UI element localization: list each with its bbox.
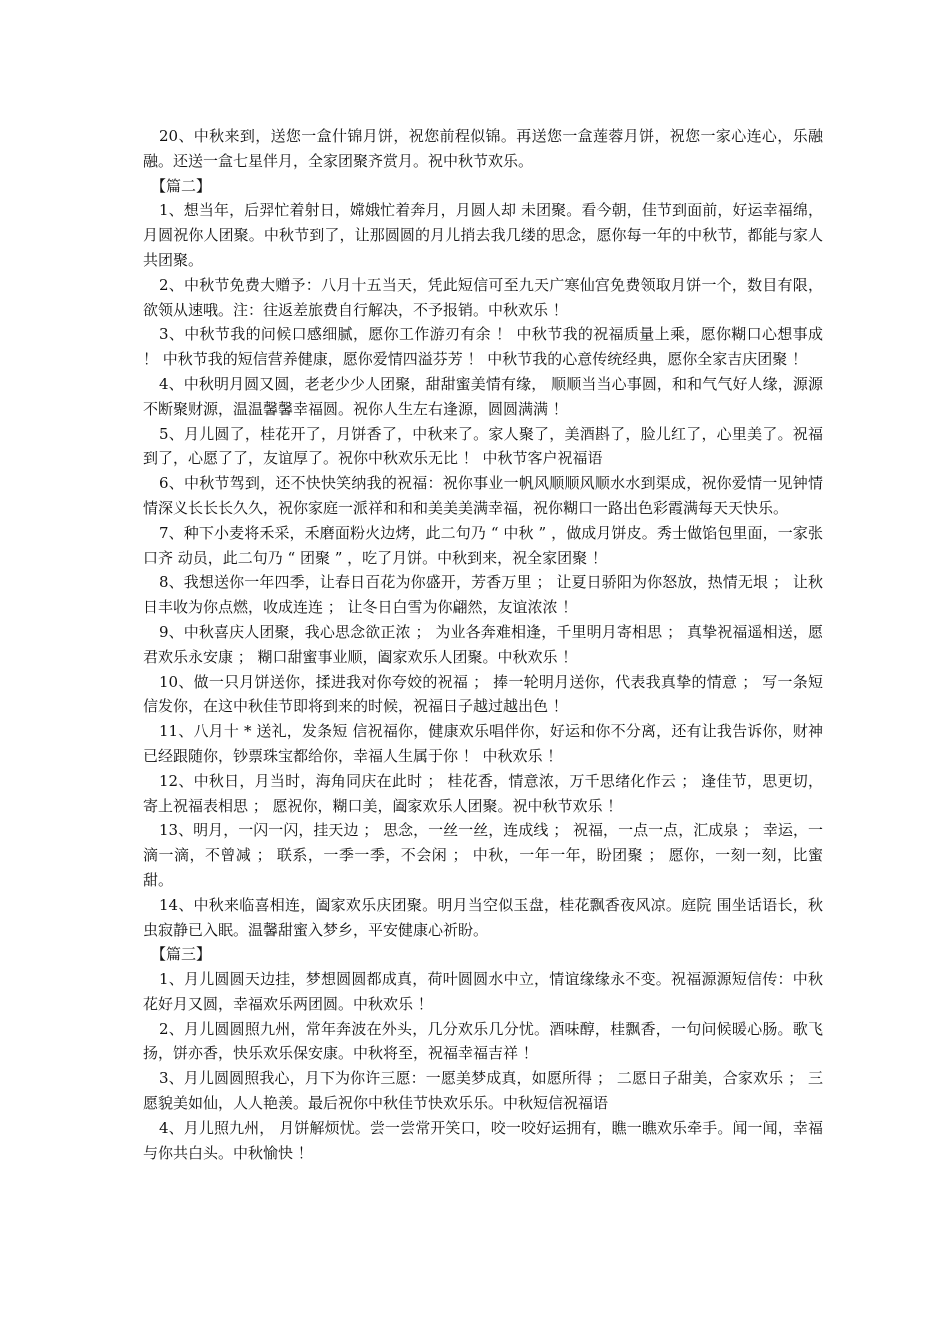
paragraph: 10、做一只月饼送你，揉进我对你夸姣的祝福 ； 捧一轮明月送你，代表我真挚的情意 ； 写一条短信发你，在这中秋佳节即将到来的时候，祝福日子越过越出色 ！ <box>143 672 823 716</box>
document-body <box>143 124 823 1165</box>
paragraph: 4、月儿照九州， 月饼解烦忧。尝一尝常开笑口，咬一咬好运拥有，瞧一瞧欢乐牵手。闻一闻，幸福与你共白头。中秋愉快 ！ <box>143 1118 823 1162</box>
paragraph: 2、月儿圆圆照九州，常年奔波在外头，几分欢乐几分忧。酒味醇，桂飘香，一句问候暖心肠。歌飞扬，饼亦香，快乐欢乐保安康。中秋将至，祝福幸福吉祥 ！ <box>143 1019 823 1063</box>
paragraph: 9、中秋喜庆人团聚，我心思念欲正浓 ； 为业各奔难相逢，千里明月寄相思 ； 真挚祝福遥相送，愿君欢乐永安康 ； 糊口甜蜜事业顺，阖家欢乐人团聚。中秋欢乐 ！ <box>143 622 823 666</box>
paragraph: 5、月儿圆了，桂花开了，月饼香了，中秋来了。家人聚了，美酒斟了，脸儿红了，心里美了。祝福到了，心愿了了，友谊厚了。祝你中秋欢乐无比 ！ 中秋节客户祝福语 <box>143 424 823 468</box>
paragraph: 4、中秋明月圆又圆，老老少少人团聚，甜甜蜜美情有缘， 顺顺当当心事圆，和和气气好人缘，源源不断聚财源，温温馨馨幸福圆。祝你人生左右逢源，圆圆满满 ！ <box>143 374 823 418</box>
paragraph: 8、我想送你一年四季，让春日百花为你盛开，芳香万里 ； 让夏日骄阳为你怒放，热情无垠 ； 让秋日丰收为你点燃，收成连连 ； 让冬日白雪为你翩然，友谊浓浓 ！ <box>143 573 823 617</box>
paragraph: 1、月儿圆圆天边挂，梦想圆圆都成真，荷叶圆圆水中立，情谊缘缘永不变。祝福源源短信传：中秋花好月又圆，幸福欢乐两团圆。中秋欢乐 ！ <box>143 970 823 1013</box>
paragraph: 3、中秋节我的问候口感细腻，愿你工作游刃有余 ！ 中秋节我的祝福质量上乘，愿你糊口心想事成 ！ 中秋节我的短信营养健康，愿你爱情四溢芬芳 ！ 中秋节我的心意传统经典，愿你全家吉庆团聚 ！ <box>143 325 823 369</box>
paragraph: 7、种下小麦将禾采，禾磨面粉火边烤，此二句乃 “ 中秋 ” ，做成月饼皮。秀士做馅包里面，一家张口齐 动员，此二句乃 “ 团聚 ” ，吃了月饼。中秋到来，祝全家团聚 ！ <box>143 523 823 567</box>
paragraph: 3、月儿圆圆照我心，月下为你许三愿：一愿美梦成真，如愿所得 ； 二愿日子甜美，合家欢乐 ； 三愿貌美如仙，人人艳羡。最后祝你中秋佳节快欢乐乐。中秋短信祝福语 <box>143 1069 823 1113</box>
paragraph: 2、中秋节免费大赠予：八月十五当天，凭此短信可至九天广寒仙宫免费领取月饼一个，数目有限，欲领从速哦。注：往返差旅费自行解决，不予报销。中秋欢乐 ！ <box>143 275 823 319</box>
paragraph: 14、中秋来临喜相连，阖家欢乐庆团聚。明月当空似玉盘，桂花飘香夜风凉。庭院 围坐话语长，秋虫寂静已入眠。温馨甜蜜入梦乡，平安健康心祈盼。 <box>143 895 823 939</box>
section-heading: 【篇二】 <box>151 176 212 195</box>
paragraph: 12、中秋日，月当时，海角同庆在此时 ； 桂花香，情意浓，万千思绪化作云 ； 逢佳节，思更切，寄上祝福表相思 ； 愿祝你，糊口美，阖家欢乐人团聚。祝中秋节欢乐 ！ <box>143 771 823 815</box>
paragraph: 13、明月，一闪一闪，挂天边 ； 思念，一丝一丝，连成线 ； 祝福，一点一点，汇成泉 ； 幸运，一滴一滴，不曾减 ； 联系，一季一季，不会闲 ； 中秋，一年一年，盼团聚 ； 愿你，一刻一刻，比蜜甜。 <box>143 821 823 889</box>
section-heading: 【篇三】 <box>151 945 212 964</box>
paragraph: 1、想当年，后羿忙着射日，嫦娥忙着奔月，月圆人却 未团聚。看今朝，佳节到面前，好运幸福绵，月圆祝你人团聚。中秋节到了，让那圆圆的月儿捎去我几缕的思念，愿你每一年的中秋节，都能与家人共团聚。 <box>143 201 823 269</box>
paragraph: 6、中秋节驾到，还不快快笑纳我的祝福：祝你事业一帆风顺顺风顺水水到渠成，祝你爱情一见钟情情深义长长长久久，祝你家庭一派祥和和和美美美满幸福，祝你糊口一路出色彩霞满每天天快乐。 <box>143 474 823 517</box>
paragraph: 11、八月十 * 送礼，发条短 信祝福你，健康欢乐唱伴你，好运和你不分离，还有让我告诉你，财神已经跟随你，钞票珠宝都给你，幸福人生属于你 ！ 中秋欢乐 ！ <box>143 722 823 765</box>
paragraph: 20、中秋来到，送您一盒什锦月饼，祝您前程似锦。再送您一盒莲蓉月饼，祝您一家心连心，乐融融。还送一盒七星伴月，全家团聚齐赏月。祝中秋节欢乐。 <box>143 127 823 170</box>
